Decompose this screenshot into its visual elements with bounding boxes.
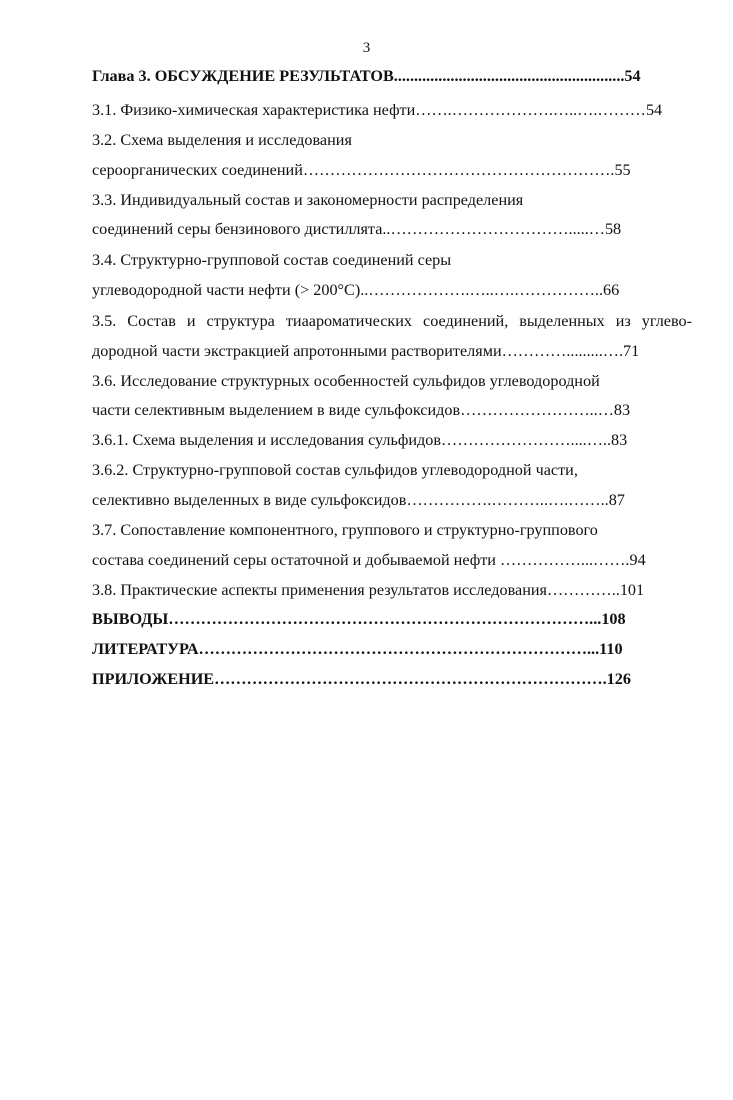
toc-section-3-6-2-line-1: 3.6.2. Структурно-групповой состав сульфидов углеводородной части,: [92, 461, 578, 479]
toc-section-3-7-line-2: состава соединений серы остаточной и добываемой нефти ……………...…….94: [92, 551, 646, 569]
toc-section-3-2-line-1: 3.2. Схема выделения и исследования: [92, 131, 352, 149]
toc-section-3-2-line-2: сероорганических соединений………………………………………………….55: [92, 161, 631, 179]
toc-section-3-3-line-2: соединений серы бензинового дистиллята..…………………………….....…58: [92, 220, 622, 238]
toc-section-3-1: 3.1. Физико-химическая характеристика нефти…….……………….…..….………54: [92, 101, 663, 119]
toc-section-3-6-line-1: 3.6. Исследование структурных особенностей сульфидов углеводородной: [92, 372, 600, 390]
toc-section-3-6-1: 3.6.1. Схема выделения и исследования сульфидов……………………....…..83: [92, 431, 628, 449]
toc-section-3-7-line-1: 3.7. Сопоставление компонентного, группового и структурно-группового: [92, 521, 598, 539]
toc-section-3-6-2-line-2: селективно выделенных в виде сульфоксидов…………….………..….……..87: [92, 491, 625, 509]
toc-section-3-4-line-2: углеводородной части нефти (> 200°C)..……………….…..….……………..66: [92, 281, 620, 299]
toc-section-3-6-line-2: части селективным выделением в виде сульфоксидов……………………..…83: [92, 401, 631, 419]
toc-chapter-3: Глава 3. ОБСУЖДЕНИЕ РЕЗУЛЬТАТОВ.........................................................54: [92, 67, 641, 85]
toc-appendix: ПРИЛОЖЕНИЕ……………………………………………………………….126: [92, 670, 631, 688]
page-number: 3: [362, 40, 371, 56]
toc-section-3-5-line-2: дородной части экстракцией апротонными растворителями………….........….71: [92, 342, 640, 360]
toc-conclusions: ВЫВОДЫ……………………………………………………………………...108: [92, 610, 626, 628]
toc-section-3-4-line-1: 3.4. Структурно-групповой состав соединений серы: [92, 251, 452, 269]
toc-section-3-5-line-1: 3.5. Состав и структура тиаароматических соединений, выделенных из углево-: [92, 312, 692, 330]
toc-section-3-8: 3.8. Практические аспекты применения результатов исследования…………..101: [92, 581, 645, 599]
toc-literature: ЛИТЕРАТУРА………………………………………………………………...110: [92, 640, 623, 658]
toc-section-3-3-line-1: 3.3. Индивидуальный состав и закономерности распределения: [92, 191, 524, 209]
